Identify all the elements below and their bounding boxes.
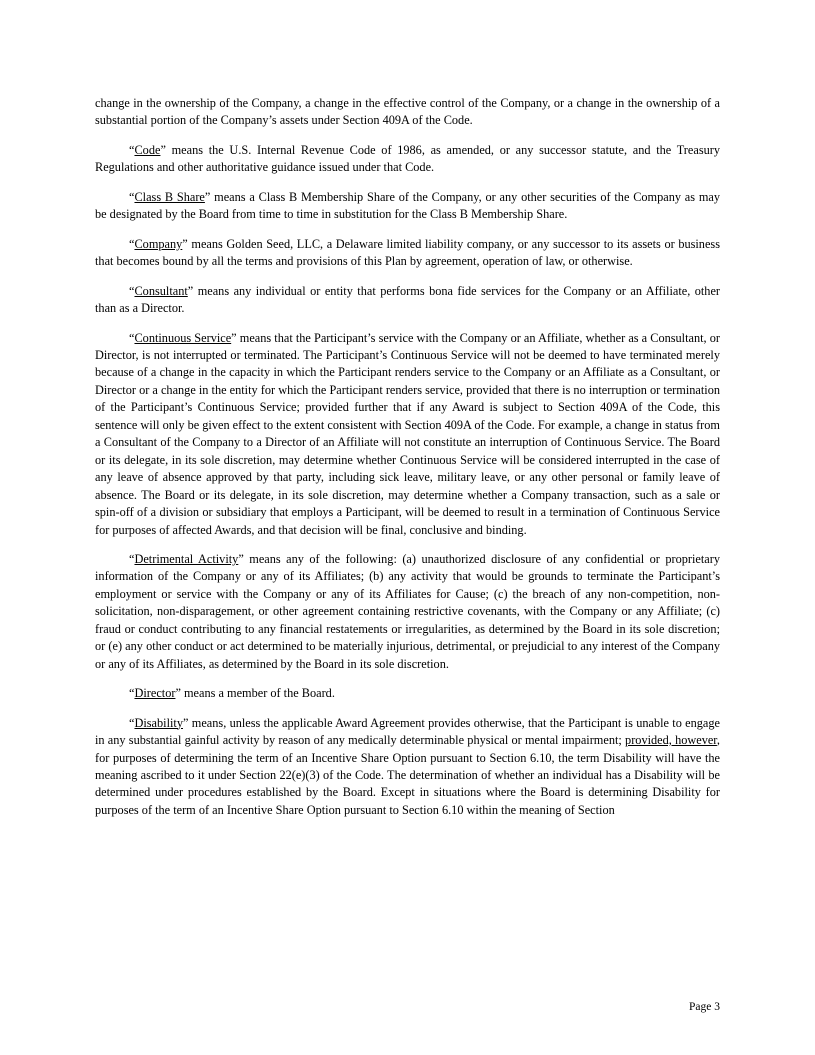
open-quote: “	[129, 715, 135, 730]
page-footer	[0, 1001, 720, 1013]
paragraph-text: means the U.S. Internal Revenue Code of 1986, as amended, or any successor statute, and the Treasury Regulations and other authoritative guidance issued under that Code.	[95, 142, 720, 175]
close-quote: ”	[175, 686, 181, 701]
defined-term: Company	[134, 236, 183, 251]
paragraph-text: change in the ownership of the Company, a change in the effective control of the Company, or a change in the ownership of a substantial portion of the Company’s assets under Section 409A of the Code.	[95, 96, 720, 128]
paragraph-continuation	[95, 95, 720, 130]
close-quote: ”	[238, 551, 244, 566]
open-quote: “	[129, 551, 135, 566]
defined-term: Disability	[134, 715, 183, 730]
paragraph-text-continued: , for purposes of determining the term of an Incentive Share Option pursuant to Section 6.10, the term Disability will have the meaning ascribed to it under Section 22(e)(3) of the Code. The determination of whether an individual has a Disability will be determined under procedures established by the Board. Except in situations where the Board is determining Disability for purposes of the term of an Incentive Share Option pursuant to Section 6.10 within the meaning of Section	[95, 733, 720, 817]
defined-term: Director	[134, 686, 176, 701]
defined-term: Code	[134, 142, 161, 157]
definition-class-b-share	[95, 189, 720, 224]
paragraph-text: means a member of the Board.	[180, 686, 335, 701]
close-quote: ”	[182, 236, 188, 251]
definition-detrimental-activity	[95, 551, 720, 673]
document-body	[95, 95, 720, 819]
paragraph-text: means that the Participant’s service with the Company or an Affiliate, whether as a Consultant, or Director, is not interrupted or terminated. The Participant’s Continuous Service will not be deemed to have terminated merely because of a change in the capacity in which the Participant renders service to the Company or an Affiliate as a Consultant, or Director or a change in the entity for which the Participant renders service, provided that there is no interruption or termination of the Participant’s Continuous Service; provided further that if any Award is subject to Section 409A of the Code, this sentence will only be given effect to the extent consistent with Section 409A of the Code. For example, a change in status from a Consultant of the Company to a Director of an Affiliate will not constitute an interruption of Continuous Service. The Board or its delegate, in its sole discretion, may determine whether Continuous Service will be considered interrupted in the case of any leave of absence approved by that party, including sick leave, military leave, or any other personal or family leave of absence. The Board or its delegate, in its sole discretion, may determine whether a Company transaction, such as a sale or spin-off of a division or subsidiary that employs a Participant, will be deemed to result in a termination of Continuous Service for purposes of affected Awards, and that decision will be final, conclusive and binding.	[95, 330, 720, 537]
defined-term: Continuous Service	[134, 330, 232, 345]
open-quote: “	[129, 142, 135, 157]
defined-term: Class B Share	[134, 189, 205, 204]
open-quote: “	[129, 189, 135, 204]
definition-continuous-service	[95, 330, 720, 539]
close-quote: ”	[182, 715, 189, 730]
close-quote: ”	[204, 189, 211, 204]
definition-director	[95, 685, 720, 702]
definition-code	[95, 142, 720, 177]
open-quote: “	[129, 330, 135, 345]
definition-company	[95, 236, 720, 271]
open-quote: “	[129, 236, 135, 251]
open-quote: “	[129, 686, 135, 701]
definition-disability	[95, 715, 720, 820]
open-quote: “	[129, 283, 135, 298]
emphasis-provided-however: provided, however	[625, 733, 717, 748]
paragraph-text: means a Class B Membership Share of the Company, or any other securities of the Company as may be designated by the Board from time to time in substitution for the Class B Membership Share.	[95, 189, 721, 222]
paragraph-text: means Golden Seed, LLC, a Delaware limited liability company, or any successor to its assets or business that becomes bound by all the terms and provisions of this Plan by agreement, operation of law, or otherwise.	[95, 236, 720, 269]
close-quote: ”	[231, 330, 237, 345]
page-number: Page 3	[689, 1001, 720, 1013]
close-quote: ”	[187, 283, 194, 298]
paragraph-text: means any individual or entity that performs bona fide services for the Company or an Affiliate, other than as a Director.	[95, 283, 720, 316]
defined-term: Detrimental Activity	[134, 551, 239, 566]
close-quote: ”	[160, 142, 166, 157]
paragraph-text: means any of the following: (a) unauthorized disclosure of any confidential or proprietary information of the Company or any of its Affiliates; (b) any activity that would be grounds to terminate the Participant’s employment or service with the Company or any of its Affiliates for Cause; (c) the breach of any non-competition, non-solicitation, non-disparagement, or other agreement containing restrictive covenants, with the Company or any Affiliate; (c) fraud or conduct contributing to any financial restatements or irregularities, as determined by the Board in its sole discretion; or (e) any other conduct or act determined to be materially injurious, detrimental, or prejudicial to any interest of the Company or any of its Affiliates, as determined by the Board in its sole discretion.	[95, 551, 720, 671]
definition-consultant	[95, 283, 720, 318]
paragraph-text: means, unless the applicable Award Agreement provides otherwise, that the Participant is unable to engage in any substantial gainful activity by reason of any medically determinable physical or mental impairment;	[95, 715, 720, 748]
defined-term: Consultant	[134, 283, 188, 298]
